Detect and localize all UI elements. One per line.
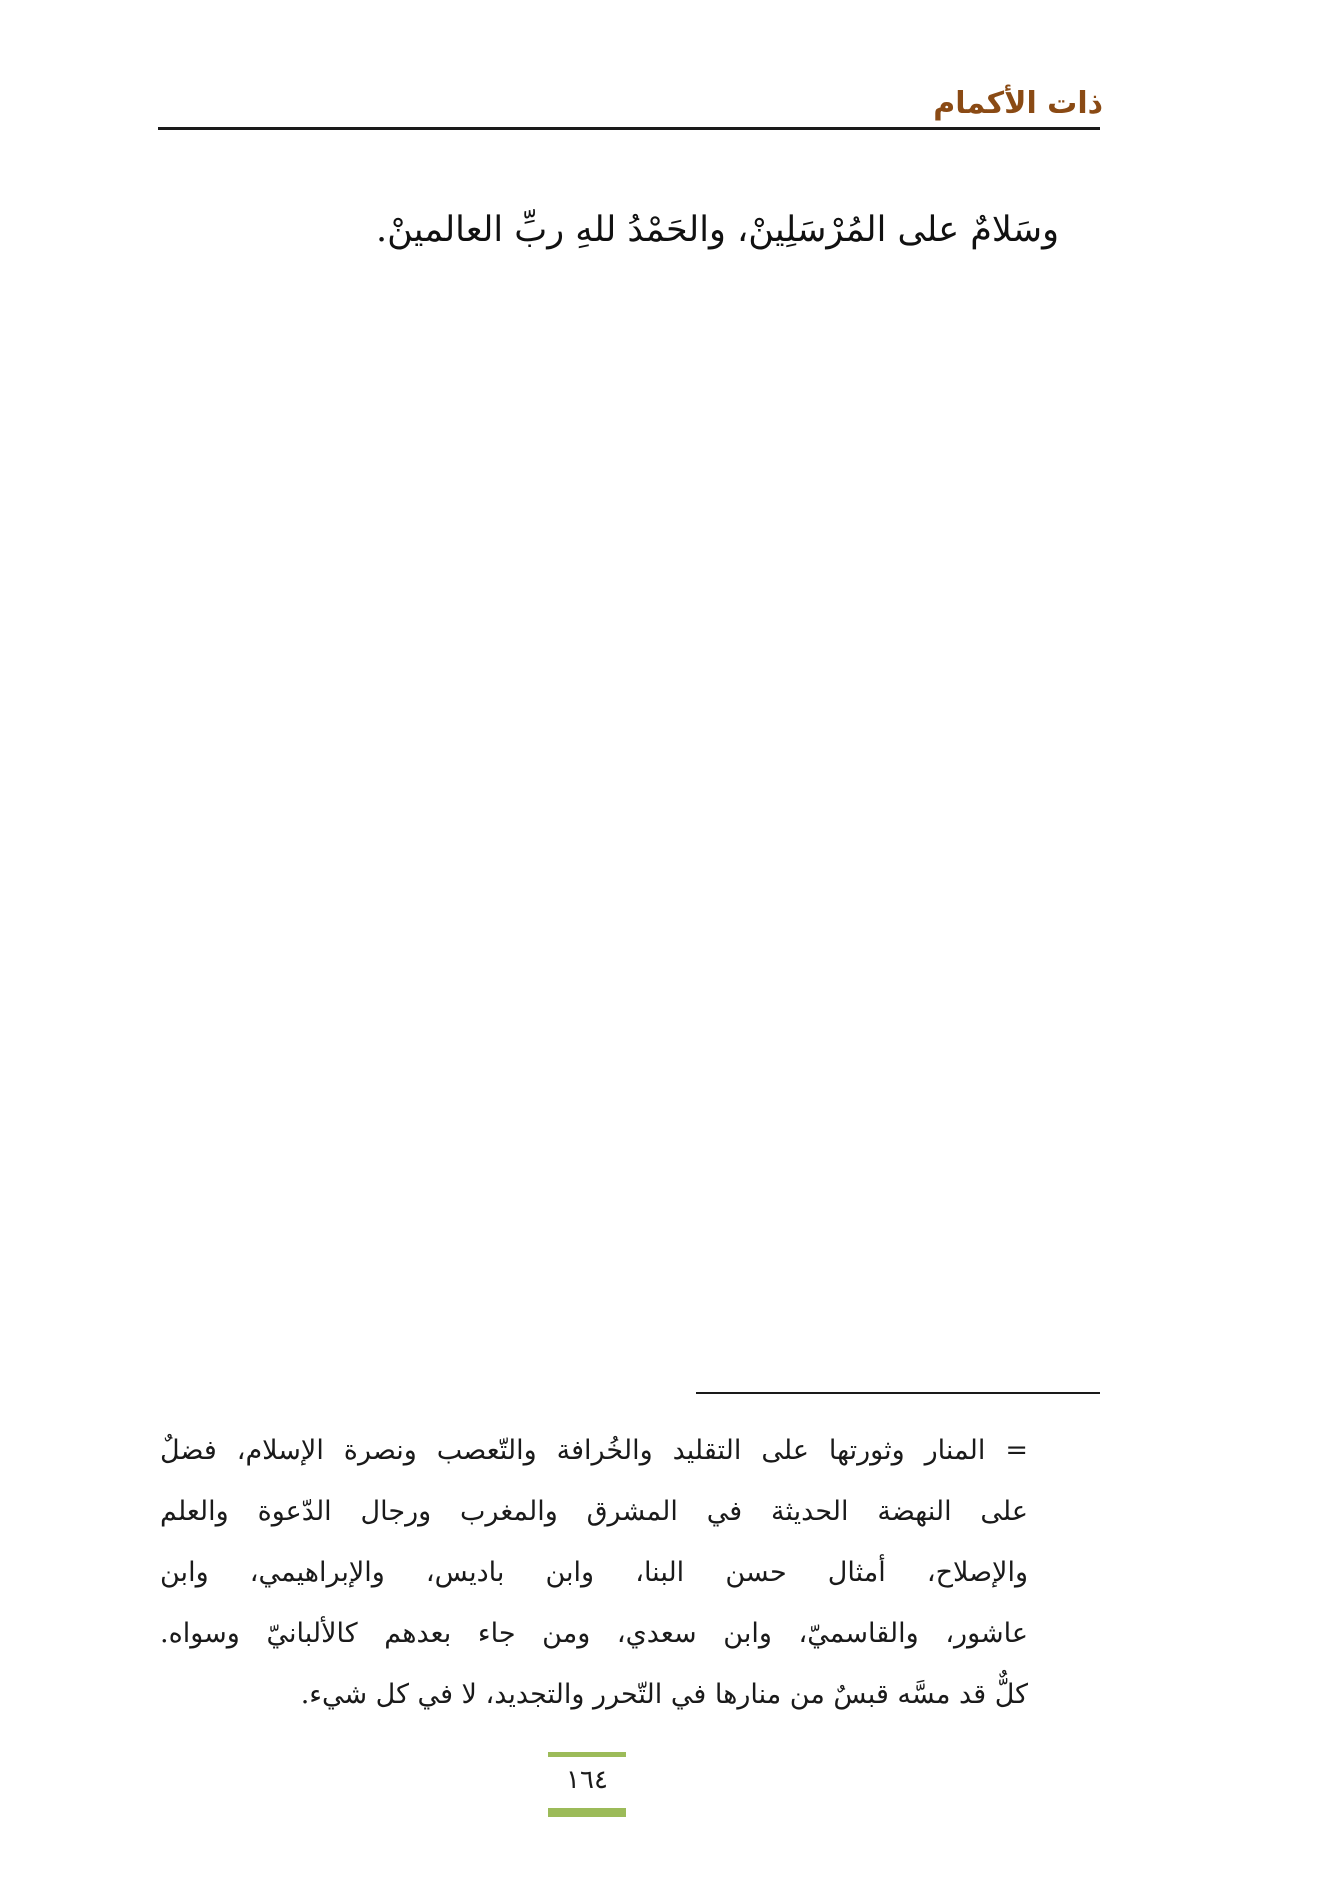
footnote-line: والإصلاح، أمثال حسن البنا، وابن باديس، والإبراهيمي، وابن — [160, 1557, 1028, 1588]
header-divider — [158, 127, 1100, 130]
page-number: ١٦٤ — [566, 1765, 608, 1795]
footnote-line: = المنار وثورتها على التقليد والخُرافة والتّعصب ونصرة الإسلام، فضلٌ — [160, 1435, 1028, 1466]
footnote — [160, 1420, 1028, 1725]
body-text-line: وسَلامٌ على المُرْسَلِينْ، والحَمْدُ للهِ ربِّ العالمينْ. — [375, 210, 1059, 250]
footnote-line: كلٌّ قد مسَّه قبسٌ من منارها في التّحرر والتجديد، لا في كل شيء. — [300, 1679, 1028, 1710]
footnote-line: على النهضة الحديثة في المشرق والمغرب ورجال الدّعوة والعلم — [160, 1496, 1028, 1527]
page-number-bottom-bar — [548, 1808, 626, 1817]
footnote-line: عاشور، والقاسميّ، وابن سعدي، ومن جاء بعدهم كالألبانيّ وسواه. — [160, 1618, 1028, 1649]
running-header-title: ذات الأكمام — [933, 86, 1103, 121]
page-number-top-bar — [548, 1752, 626, 1757]
footnote-divider — [696, 1392, 1100, 1394]
